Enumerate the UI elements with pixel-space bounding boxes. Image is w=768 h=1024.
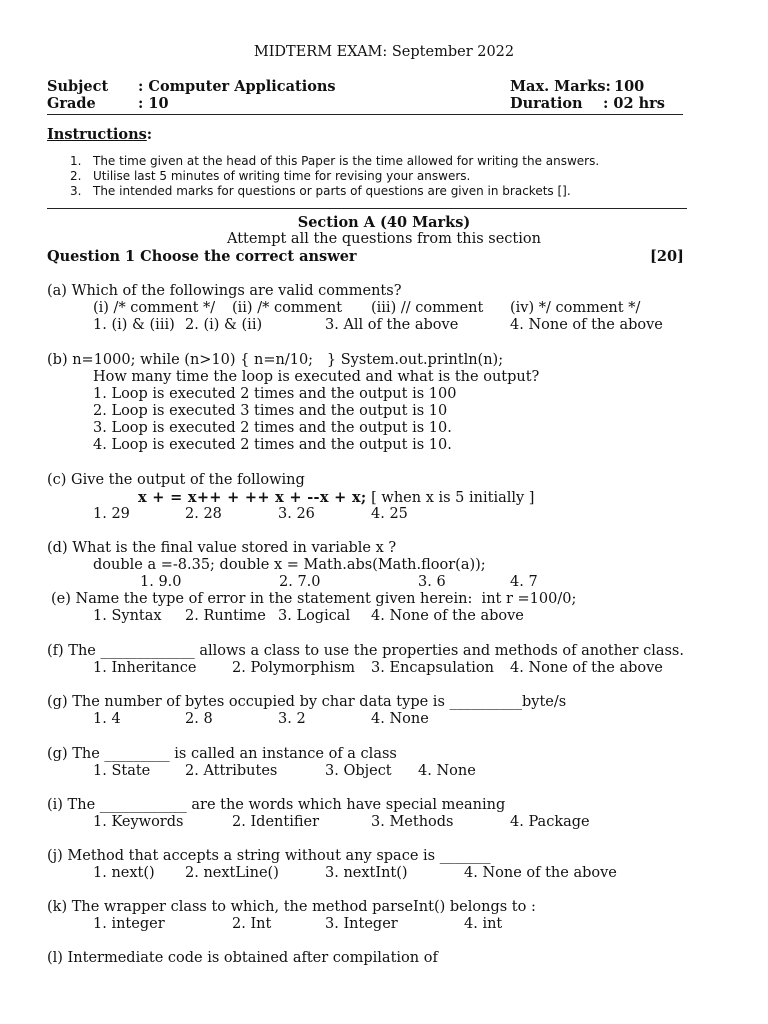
instruction-num: 3. bbox=[70, 184, 82, 198]
question-i-option: 3. Methods bbox=[371, 814, 454, 830]
question-e-stem: (e) Name the type of error in the statement given herein: int r =100/0; bbox=[51, 591, 577, 607]
question-g2-option: 3. Object bbox=[325, 763, 392, 779]
question-g1-option: 4. None bbox=[371, 711, 429, 727]
question-a-option: 2. (i) & (ii) bbox=[185, 317, 263, 333]
instructions-heading-colon: : bbox=[146, 126, 153, 143]
question-k-option: 1. integer bbox=[93, 916, 165, 932]
question-d-option: 3. 6 bbox=[418, 574, 446, 590]
question-e-option: 1. Syntax bbox=[93, 608, 162, 624]
question-j-option: 2. nextLine() bbox=[185, 865, 279, 881]
question-g2-option: 4. None bbox=[418, 763, 476, 779]
question-d-stem: (d) What is the final value stored in variable x ? bbox=[47, 540, 397, 556]
max-marks-label: Max. Marks: bbox=[510, 78, 611, 95]
question-b-option: 1. Loop is executed 2 times and the output is 100 bbox=[93, 386, 457, 402]
question-b-option: 4. Loop is executed 2 times and the output is 10. bbox=[93, 437, 452, 453]
question-b-option: 2. Loop is executed 3 times and the output is 10 bbox=[93, 403, 448, 419]
question-g1-option: 2. 8 bbox=[185, 711, 213, 727]
question-f-option: 2. Polymorphism bbox=[232, 660, 356, 676]
question-b-option: 3. Loop is executed 2 times and the output is 10. bbox=[93, 420, 452, 436]
subject-label: Subject bbox=[47, 78, 109, 95]
section-title: Section A (40 Marks) bbox=[297, 214, 471, 231]
duration-label: Duration bbox=[510, 95, 583, 112]
question-g1-option: 3. 2 bbox=[278, 711, 306, 727]
instruction-text: The time given at the head of this Paper is the time allowed for writing the answers. bbox=[93, 154, 600, 168]
question-f-option: 1. Inheritance bbox=[93, 660, 197, 676]
question-g1-option: 1. 4 bbox=[93, 711, 121, 727]
grade-label: Grade bbox=[47, 95, 96, 112]
question-a-item: (iii) // comment bbox=[371, 300, 484, 316]
question-c-note: [ when x is 5 initially ] bbox=[371, 490, 535, 506]
question-b-sub: How many time the loop is executed and what is the output? bbox=[93, 369, 540, 385]
question-j-option: 3. nextInt() bbox=[325, 865, 408, 881]
question-e-option: 4. None of the above bbox=[371, 608, 524, 624]
question-f-option: 3. Encapsulation bbox=[371, 660, 495, 676]
instruction-text: The intended marks for questions or parts of questions are given in brackets []. bbox=[93, 184, 571, 198]
question-k-option: 3. Integer bbox=[325, 916, 398, 932]
section-subtitle: Attempt all the questions from this section bbox=[227, 231, 541, 247]
question-i-stem: (i) The ____________ are the words which have special meaning bbox=[47, 797, 506, 813]
instructions-divider bbox=[47, 208, 687, 209]
question-c-option: 3. 26 bbox=[278, 506, 315, 522]
question-a-stem: (a) Which of the followings are valid comments? bbox=[47, 283, 402, 299]
question-i-option: 2. Identifier bbox=[232, 814, 320, 830]
instructions-heading bbox=[47, 126, 152, 143]
question-g2-option: 1. State bbox=[93, 763, 151, 779]
question-g2-stem: (g) The _________ is called an instance of a class bbox=[47, 746, 397, 762]
question-a-item: (iv) */ comment */ bbox=[510, 300, 641, 316]
question-f-stem: (f) The _____________ allows a class to use the properties and methods of another class. bbox=[47, 643, 684, 659]
question-b-stem: (b) n=1000; while (n>10) { n=n/10; } System.out.println(n); bbox=[47, 352, 504, 368]
question-c-option: 1. 29 bbox=[93, 506, 130, 522]
question-d-code: double a =-8.35; double x = Math.abs(Math.floor(a)); bbox=[93, 557, 486, 573]
duration-value: : 02 hrs bbox=[603, 95, 665, 112]
question-i-option: 1. Keywords bbox=[93, 814, 184, 830]
instruction-num: 2. bbox=[70, 169, 82, 183]
question-c-expression bbox=[138, 489, 534, 507]
header-divider bbox=[47, 114, 683, 115]
question-c-option: 4. 25 bbox=[371, 506, 408, 522]
question-e-option: 3. Logical bbox=[278, 608, 351, 624]
question-k-option: 4. int bbox=[464, 916, 503, 932]
question-k-stem: (k) The wrapper class to which, the method parseInt() belongs to : bbox=[47, 899, 536, 915]
question-g1-stem: (g) The number of bytes occupied by char data type is __________byte/s bbox=[47, 694, 567, 710]
exam-title: MIDTERM EXAM: September 2022 bbox=[253, 44, 515, 60]
question-a-option: 4. None of the above bbox=[510, 317, 663, 333]
subject-value: : Computer Applications bbox=[138, 78, 336, 95]
question-k-option: 2. Int bbox=[232, 916, 272, 932]
question-j-option: 4. None of the above bbox=[464, 865, 617, 881]
question-c-option: 2. 28 bbox=[185, 506, 222, 522]
question-c-expr: x + = x++ + ++ x + --x + x; bbox=[138, 489, 367, 506]
question-marks: [20] bbox=[650, 248, 684, 265]
question-d-option: 2. 7.0 bbox=[279, 574, 321, 590]
question-g2-option: 2. Attributes bbox=[185, 763, 278, 779]
question-l-stem: (l) Intermediate code is obtained after compilation of bbox=[47, 950, 438, 966]
question-j-option: 1. next() bbox=[93, 865, 155, 881]
grade-value: : 10 bbox=[138, 95, 169, 112]
question-i-option: 4. Package bbox=[510, 814, 590, 830]
question-a-item: (i) /* comment */ bbox=[93, 300, 216, 316]
question-a-item: (ii) /* comment bbox=[232, 300, 343, 316]
question-a-option: 3. All of the above bbox=[325, 317, 459, 333]
question-j-stem: (j) Method that accepts a string without any space is _______ bbox=[47, 848, 491, 864]
question-f-option: 4. None of the above bbox=[510, 660, 663, 676]
instruction-num: 1. bbox=[70, 154, 82, 168]
question-a-option: 1. (i) & (iii) bbox=[93, 317, 175, 333]
instructions-heading-text: Instructions bbox=[47, 126, 147, 143]
instruction-text: Utilise last 5 minutes of writing time for revising your answers. bbox=[93, 169, 471, 183]
question-title: Question 1 Choose the correct answer bbox=[47, 248, 357, 265]
question-c-stem: (c) Give the output of the following bbox=[47, 472, 305, 488]
question-e-option: 2. Runtime bbox=[185, 608, 266, 624]
question-d-option: 4. 7 bbox=[510, 574, 538, 590]
max-marks-value: 100 bbox=[614, 78, 645, 95]
question-d-option: 1. 9.0 bbox=[140, 574, 182, 590]
